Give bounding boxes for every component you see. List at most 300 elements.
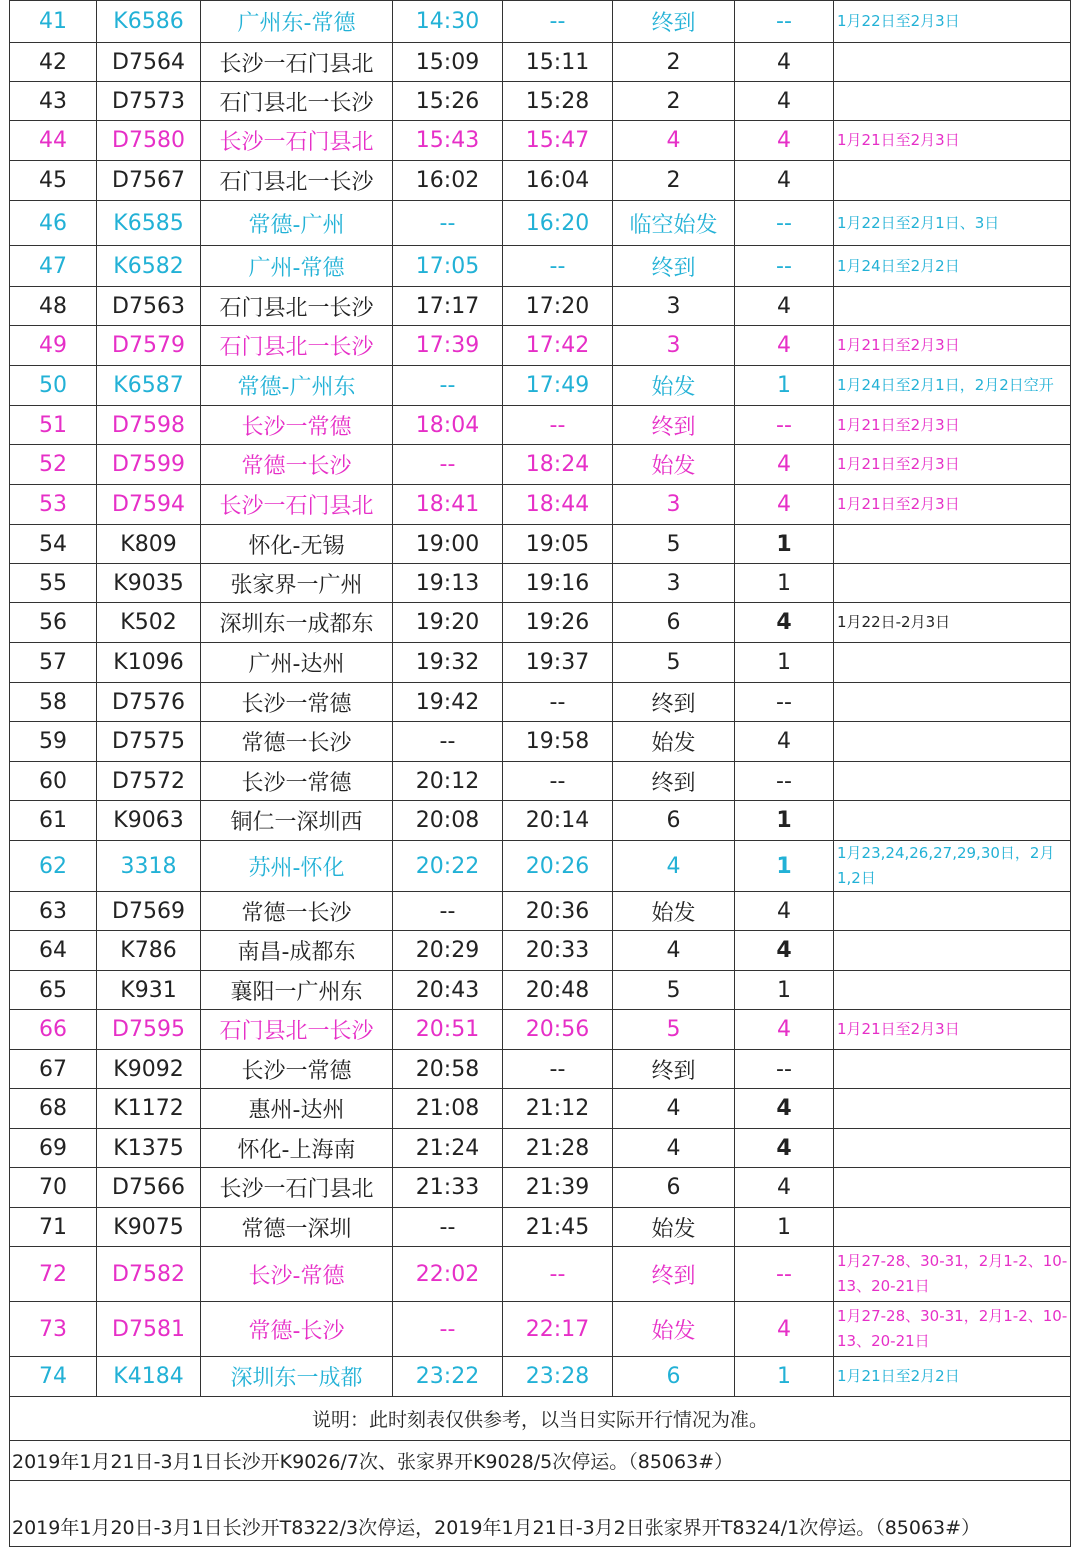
arrival-time-cell: 14:30 <box>393 1 503 43</box>
operating-dates-cell: 1月27-28、30-31，2月1-2、10-13、20-21日 <box>834 1302 1071 1357</box>
departure-time-cell: 15:47 <box>503 121 613 161</box>
departure-time-cell: 19:58 <box>503 722 613 762</box>
stop-duration-cell: 4 <box>613 1129 735 1168</box>
timetable-body <box>10 1 1071 1397</box>
stop-duration-cell: 6 <box>613 1357 735 1397</box>
row-number-cell: 48 <box>10 287 97 326</box>
operating-dates-cell <box>834 722 1071 762</box>
table-row <box>10 841 1071 892</box>
row-number-cell: 54 <box>10 525 97 564</box>
train-number-cell: K9063 <box>97 801 201 841</box>
route-cell: 惠州-达州 <box>201 1089 393 1129</box>
operating-dates-cell <box>834 643 1071 683</box>
stop-duration-cell: 3 <box>613 287 735 326</box>
platform-cell: 1 <box>735 643 834 683</box>
train-number-cell: D7575 <box>97 722 201 762</box>
arrival-time-cell: 19:13 <box>393 564 503 603</box>
departure-time-cell: 21:39 <box>503 1168 613 1208</box>
train-number-cell: D7563 <box>97 287 201 326</box>
route-cell: 长沙一常德 <box>201 1050 393 1089</box>
train-number-cell: D7572 <box>97 762 201 801</box>
route-cell: 怀化-无锡 <box>201 525 393 564</box>
table-row <box>10 1208 1071 1247</box>
row-number-cell: 46 <box>10 201 97 246</box>
train-number-cell: 3318 <box>97 841 201 892</box>
departure-time-cell: 22:17 <box>503 1302 613 1357</box>
departure-time-cell: 18:44 <box>503 485 613 525</box>
route-cell: 张家界一广州 <box>201 564 393 603</box>
departure-time-cell: 17:20 <box>503 287 613 326</box>
route-cell: 常德一长沙 <box>201 722 393 762</box>
stop-duration-cell: 始发 <box>613 1208 735 1247</box>
train-number-cell: K9035 <box>97 564 201 603</box>
arrival-time-cell: 21:24 <box>393 1129 503 1168</box>
platform-cell: 4 <box>735 892 834 931</box>
row-number-cell: 44 <box>10 121 97 161</box>
platform-cell: 1 <box>735 564 834 603</box>
platform-cell: 4 <box>735 722 834 762</box>
platform-cell: 4 <box>735 1168 834 1208</box>
route-cell: 广州-常德 <box>201 246 393 287</box>
operating-dates-cell: 1月22日至2月1日、3日 <box>834 201 1071 246</box>
table-row <box>10 683 1071 722</box>
departure-time-cell: -- <box>503 406 613 445</box>
platform-cell: 4 <box>735 1302 834 1357</box>
operating-dates-cell: 1月23,24,26,27,29,30日，2月1,2日 <box>834 841 1071 892</box>
arrival-time-cell: 20:22 <box>393 841 503 892</box>
departure-time-cell: 19:26 <box>503 603 613 643</box>
arrival-time-cell: 15:43 <box>393 121 503 161</box>
row-number-cell: 61 <box>10 801 97 841</box>
train-number-cell: K931 <box>97 971 201 1010</box>
departure-time-cell: -- <box>503 683 613 722</box>
departure-time-cell: 23:28 <box>503 1357 613 1397</box>
route-cell: 长沙一常德 <box>201 406 393 445</box>
table-row <box>10 971 1071 1010</box>
platform-cell: 1 <box>735 801 834 841</box>
train-number-cell: K9092 <box>97 1050 201 1089</box>
route-cell: 长沙一石门县北 <box>201 121 393 161</box>
stop-duration-cell: 终到 <box>613 406 735 445</box>
platform-cell: -- <box>735 201 834 246</box>
table-row <box>10 485 1071 525</box>
stop-duration-cell: 始发 <box>613 892 735 931</box>
stop-duration-cell: 始发 <box>613 722 735 762</box>
row-number-cell: 64 <box>10 931 97 971</box>
route-cell: 深圳东一成都 <box>201 1357 393 1397</box>
operating-dates-cell: 1月21日至2月3日 <box>834 406 1071 445</box>
departure-time-cell: 19:16 <box>503 564 613 603</box>
route-cell: 石门县北一长沙 <box>201 326 393 366</box>
row-number-cell: 45 <box>10 161 97 201</box>
stop-duration-cell: 终到 <box>613 683 735 722</box>
row-number-cell: 60 <box>10 762 97 801</box>
train-number-cell: D7599 <box>97 445 201 485</box>
stop-duration-cell: 始发 <box>613 1302 735 1357</box>
route-cell: 铜仁一深圳西 <box>201 801 393 841</box>
stop-duration-cell: 5 <box>613 525 735 564</box>
arrival-time-cell: 18:41 <box>393 485 503 525</box>
stop-duration-cell: 5 <box>613 1010 735 1050</box>
row-number-cell: 57 <box>10 643 97 683</box>
row-number-cell: 56 <box>10 603 97 643</box>
table-row <box>10 445 1071 485</box>
arrival-time-cell: 22:02 <box>393 1247 503 1302</box>
train-number-cell: D7580 <box>97 121 201 161</box>
platform-cell: 4 <box>735 1089 834 1129</box>
train-number-cell: K4184 <box>97 1357 201 1397</box>
arrival-time-cell: -- <box>393 445 503 485</box>
operating-dates-cell <box>834 1050 1071 1089</box>
row-number-cell: 63 <box>10 892 97 931</box>
platform-cell: 4 <box>735 82 834 121</box>
train-number-cell: K1096 <box>97 643 201 683</box>
platform-cell: 4 <box>735 326 834 366</box>
arrival-time-cell: 20:58 <box>393 1050 503 1089</box>
route-cell: 石门县北一长沙 <box>201 287 393 326</box>
route-cell: 石门县北一长沙 <box>201 1010 393 1050</box>
platform-cell: -- <box>735 246 834 287</box>
platform-cell: -- <box>735 683 834 722</box>
table-row <box>10 121 1071 161</box>
arrival-time-cell: -- <box>393 366 503 406</box>
departure-time-cell: 20:33 <box>503 931 613 971</box>
arrival-time-cell: 20:29 <box>393 931 503 971</box>
row-number-cell: 68 <box>10 1089 97 1129</box>
arrival-time-cell: 17:17 <box>393 287 503 326</box>
row-number-cell: 72 <box>10 1247 97 1302</box>
stop-duration-cell: 6 <box>613 1168 735 1208</box>
arrival-time-cell: 19:20 <box>393 603 503 643</box>
route-cell: 怀化-上海南 <box>201 1129 393 1168</box>
table-row <box>10 1129 1071 1168</box>
arrival-time-cell: 15:26 <box>393 82 503 121</box>
operating-dates-cell: 1月22日至2月3日 <box>834 1 1071 43</box>
arrival-time-cell: 19:32 <box>393 643 503 683</box>
departure-time-cell: -- <box>503 1247 613 1302</box>
route-cell: 常德-广州东 <box>201 366 393 406</box>
train-number-cell: D7567 <box>97 161 201 201</box>
row-number-cell: 73 <box>10 1302 97 1357</box>
table-row <box>10 762 1071 801</box>
platform-cell: 4 <box>735 1010 834 1050</box>
table-row <box>10 931 1071 971</box>
operating-dates-cell: 1月21日至2月3日 <box>834 326 1071 366</box>
platform-cell: -- <box>735 1050 834 1089</box>
train-number-cell: K6582 <box>97 246 201 287</box>
stop-duration-cell: 5 <box>613 643 735 683</box>
train-number-cell: K809 <box>97 525 201 564</box>
departure-time-cell: 20:36 <box>503 892 613 931</box>
table-row <box>10 892 1071 931</box>
row-number-cell: 55 <box>10 564 97 603</box>
platform-cell: -- <box>735 762 834 801</box>
row-number-cell: 51 <box>10 406 97 445</box>
route-cell: 长沙-常德 <box>201 1247 393 1302</box>
stop-duration-cell: 终到 <box>613 1050 735 1089</box>
table-row <box>10 246 1071 287</box>
route-cell: 南昌-成都东 <box>201 931 393 971</box>
operating-dates-cell <box>834 1129 1071 1168</box>
stop-duration-cell: 始发 <box>613 366 735 406</box>
departure-time-cell: 20:14 <box>503 801 613 841</box>
operating-dates-cell: 1月21日至2月3日 <box>834 1010 1071 1050</box>
row-number-cell: 66 <box>10 1010 97 1050</box>
arrival-time-cell: 18:04 <box>393 406 503 445</box>
train-number-cell: D7579 <box>97 326 201 366</box>
operating-dates-cell <box>834 892 1071 931</box>
table-row <box>10 1089 1071 1129</box>
stop-duration-cell: 3 <box>613 485 735 525</box>
train-number-cell: D7595 <box>97 1010 201 1050</box>
row-number-cell: 47 <box>10 246 97 287</box>
route-cell: 常德一深圳 <box>201 1208 393 1247</box>
stop-duration-cell: 4 <box>613 121 735 161</box>
train-number-cell: K6587 <box>97 366 201 406</box>
train-number-cell: K1375 <box>97 1129 201 1168</box>
route-cell: 石门县北一长沙 <box>201 161 393 201</box>
train-number-cell: D7573 <box>97 82 201 121</box>
stop-duration-cell: 始发 <box>613 445 735 485</box>
row-number-cell: 74 <box>10 1357 97 1397</box>
train-number-cell: D7594 <box>97 485 201 525</box>
platform-cell: 1 <box>735 1357 834 1397</box>
train-number-cell: K786 <box>97 931 201 971</box>
row-number-cell: 70 <box>10 1168 97 1208</box>
arrival-time-cell: 19:42 <box>393 683 503 722</box>
operating-dates-cell: 1月27-28、30-31，2月1-2、10-13、20-21日 <box>834 1247 1071 1302</box>
row-number-cell: 52 <box>10 445 97 485</box>
departure-time-cell: 15:28 <box>503 82 613 121</box>
platform-cell: -- <box>735 406 834 445</box>
route-cell: 长沙一石门县北 <box>201 1168 393 1208</box>
route-cell: 长沙一常德 <box>201 683 393 722</box>
suspension-notice-1: 2019年1月21日-3月1日长沙开K9026/7次、张家界开K9028/5次停运。（85063#） <box>10 1441 1071 1481</box>
arrival-time-cell: 17:39 <box>393 326 503 366</box>
stop-duration-cell: 终到 <box>613 1 735 43</box>
route-cell: 长沙一石门县北 <box>201 485 393 525</box>
platform-cell: 4 <box>735 603 834 643</box>
arrival-time-cell: 19:00 <box>393 525 503 564</box>
row-number-cell: 43 <box>10 82 97 121</box>
table-row <box>10 161 1071 201</box>
route-cell: 长沙一常德 <box>201 762 393 801</box>
platform-cell: 4 <box>735 1129 834 1168</box>
operating-dates-cell <box>834 971 1071 1010</box>
platform-cell: 1 <box>735 971 834 1010</box>
stop-duration-cell: 2 <box>613 161 735 201</box>
row-number-cell: 67 <box>10 1050 97 1089</box>
arrival-time-cell: 20:12 <box>393 762 503 801</box>
operating-dates-cell: 1月24日至2月2日 <box>834 246 1071 287</box>
route-cell: 广州东-常德 <box>201 1 393 43</box>
row-number-cell: 65 <box>10 971 97 1010</box>
stop-duration-cell: 3 <box>613 564 735 603</box>
route-cell: 苏州-怀化 <box>201 841 393 892</box>
departure-time-cell: 17:49 <box>503 366 613 406</box>
stop-duration-cell: 4 <box>613 931 735 971</box>
table-row <box>10 643 1071 683</box>
table-row <box>10 406 1071 445</box>
departure-time-cell: 19:05 <box>503 525 613 564</box>
train-number-cell: D7566 <box>97 1168 201 1208</box>
table-row <box>10 43 1071 82</box>
stop-duration-cell: 终到 <box>613 246 735 287</box>
arrival-time-cell: -- <box>393 1208 503 1247</box>
stop-duration-cell: 2 <box>613 82 735 121</box>
departure-time-cell: 21:28 <box>503 1129 613 1168</box>
platform-cell: 4 <box>735 43 834 82</box>
operating-dates-cell <box>834 683 1071 722</box>
departure-time-cell: 19:37 <box>503 643 613 683</box>
table-row <box>10 603 1071 643</box>
table-row <box>10 1010 1071 1050</box>
train-number-cell: D7564 <box>97 43 201 82</box>
arrival-time-cell: 21:33 <box>393 1168 503 1208</box>
arrival-time-cell: 15:09 <box>393 43 503 82</box>
platform-cell: 4 <box>735 161 834 201</box>
departure-time-cell: 20:56 <box>503 1010 613 1050</box>
arrival-time-cell: 16:02 <box>393 161 503 201</box>
row-number-cell: 71 <box>10 1208 97 1247</box>
platform-cell: 4 <box>735 445 834 485</box>
train-number-cell: D7582 <box>97 1247 201 1302</box>
arrival-time-cell: 20:51 <box>393 1010 503 1050</box>
stop-duration-cell: 4 <box>613 841 735 892</box>
table-row <box>10 801 1071 841</box>
arrival-time-cell: -- <box>393 201 503 246</box>
operating-dates-cell <box>834 931 1071 971</box>
platform-cell: 1 <box>735 1208 834 1247</box>
row-number-cell: 53 <box>10 485 97 525</box>
table-row <box>10 525 1071 564</box>
operating-dates-cell: 1月21日至2月3日 <box>834 445 1071 485</box>
timetable-remark: 说明：此时刻表仅供参考，以当日实际开行情况为准。 <box>10 1397 1071 1441</box>
operating-dates-cell <box>834 1208 1071 1247</box>
row-number-cell: 41 <box>10 1 97 43</box>
train-number-cell: D7576 <box>97 683 201 722</box>
train-number-cell: D7581 <box>97 1302 201 1357</box>
platform-cell: 1 <box>735 525 834 564</box>
table-row <box>10 1302 1071 1357</box>
stop-duration-cell: 终到 <box>613 1247 735 1302</box>
route-cell: 深圳东一成都东 <box>201 603 393 643</box>
platform-cell: 4 <box>735 287 834 326</box>
operating-dates-cell: 1月21日至2月2日 <box>834 1357 1071 1397</box>
operating-dates-cell <box>834 801 1071 841</box>
operating-dates-cell <box>834 762 1071 801</box>
arrival-time-cell: 20:43 <box>393 971 503 1010</box>
arrival-time-cell: 20:08 <box>393 801 503 841</box>
platform-cell: 4 <box>735 931 834 971</box>
departure-time-cell: -- <box>503 246 613 287</box>
row-number-cell: 62 <box>10 841 97 892</box>
operating-dates-cell <box>834 161 1071 201</box>
stop-duration-cell: 3 <box>613 326 735 366</box>
table-row <box>10 564 1071 603</box>
table-row <box>10 326 1071 366</box>
operating-dates-cell <box>834 564 1071 603</box>
timetable-sheet <box>9 0 1070 1547</box>
operating-dates-cell: 1月21日至2月3日 <box>834 121 1071 161</box>
train-number-cell: K502 <box>97 603 201 643</box>
train-number-cell: K6585 <box>97 201 201 246</box>
platform-cell: 1 <box>735 841 834 892</box>
row-number-cell: 50 <box>10 366 97 406</box>
operating-dates-cell <box>834 82 1071 121</box>
stop-duration-cell: 临空始发 <box>613 201 735 246</box>
row-number-cell: 69 <box>10 1129 97 1168</box>
arrival-time-cell: 17:05 <box>393 246 503 287</box>
train-number-cell: D7598 <box>97 406 201 445</box>
table-row <box>10 1050 1071 1089</box>
table-row <box>10 1 1071 43</box>
platform-cell: 4 <box>735 121 834 161</box>
arrival-time-cell: -- <box>393 722 503 762</box>
stop-duration-cell: 4 <box>613 1089 735 1129</box>
route-cell: 长沙一石门县北 <box>201 43 393 82</box>
platform-cell: 1 <box>735 366 834 406</box>
route-cell: 常德一长沙 <box>201 445 393 485</box>
departure-time-cell: -- <box>503 1 613 43</box>
timetable <box>9 0 1071 1547</box>
route-cell: 常德-长沙 <box>201 1302 393 1357</box>
departure-time-cell: 21:45 <box>503 1208 613 1247</box>
arrival-time-cell: 23:22 <box>393 1357 503 1397</box>
departure-time-cell: 20:26 <box>503 841 613 892</box>
operating-dates-cell <box>834 43 1071 82</box>
row-number-cell: 49 <box>10 326 97 366</box>
stop-duration-cell: 2 <box>613 43 735 82</box>
operating-dates-cell <box>834 525 1071 564</box>
departure-time-cell: 20:48 <box>503 971 613 1010</box>
departure-time-cell: 16:04 <box>503 161 613 201</box>
route-cell: 常德-广州 <box>201 201 393 246</box>
arrival-time-cell: -- <box>393 892 503 931</box>
departure-time-cell: 18:24 <box>503 445 613 485</box>
operating-dates-cell: 1月22日-2月3日 <box>834 603 1071 643</box>
table-row <box>10 1247 1071 1302</box>
operating-dates-cell: 1月21日至2月3日 <box>834 485 1071 525</box>
platform-cell: 4 <box>735 485 834 525</box>
row-number-cell: 42 <box>10 43 97 82</box>
route-cell: 常德一长沙 <box>201 892 393 931</box>
operating-dates-cell: 1月24日至2月1日，2月2日空开 <box>834 366 1071 406</box>
table-row <box>10 722 1071 762</box>
route-cell: 襄阳一广州东 <box>201 971 393 1010</box>
platform-cell: -- <box>735 1 834 43</box>
train-number-cell: K6586 <box>97 1 201 43</box>
train-number-cell: K9075 <box>97 1208 201 1247</box>
stop-duration-cell: 5 <box>613 971 735 1010</box>
operating-dates-cell <box>834 287 1071 326</box>
stop-duration-cell: 终到 <box>613 762 735 801</box>
table-row <box>10 82 1071 121</box>
row-number-cell: 59 <box>10 722 97 762</box>
departure-time-cell: 16:20 <box>503 201 613 246</box>
departure-time-cell: 21:12 <box>503 1089 613 1129</box>
departure-time-cell: -- <box>503 762 613 801</box>
arrival-time-cell: -- <box>393 1302 503 1357</box>
train-number-cell: D7569 <box>97 892 201 931</box>
departure-time-cell: 17:42 <box>503 326 613 366</box>
departure-time-cell: 15:11 <box>503 43 613 82</box>
operating-dates-cell <box>834 1089 1071 1129</box>
departure-time-cell: -- <box>503 1050 613 1089</box>
platform-cell: -- <box>735 1247 834 1302</box>
table-row <box>10 201 1071 246</box>
route-cell: 广州-达州 <box>201 643 393 683</box>
